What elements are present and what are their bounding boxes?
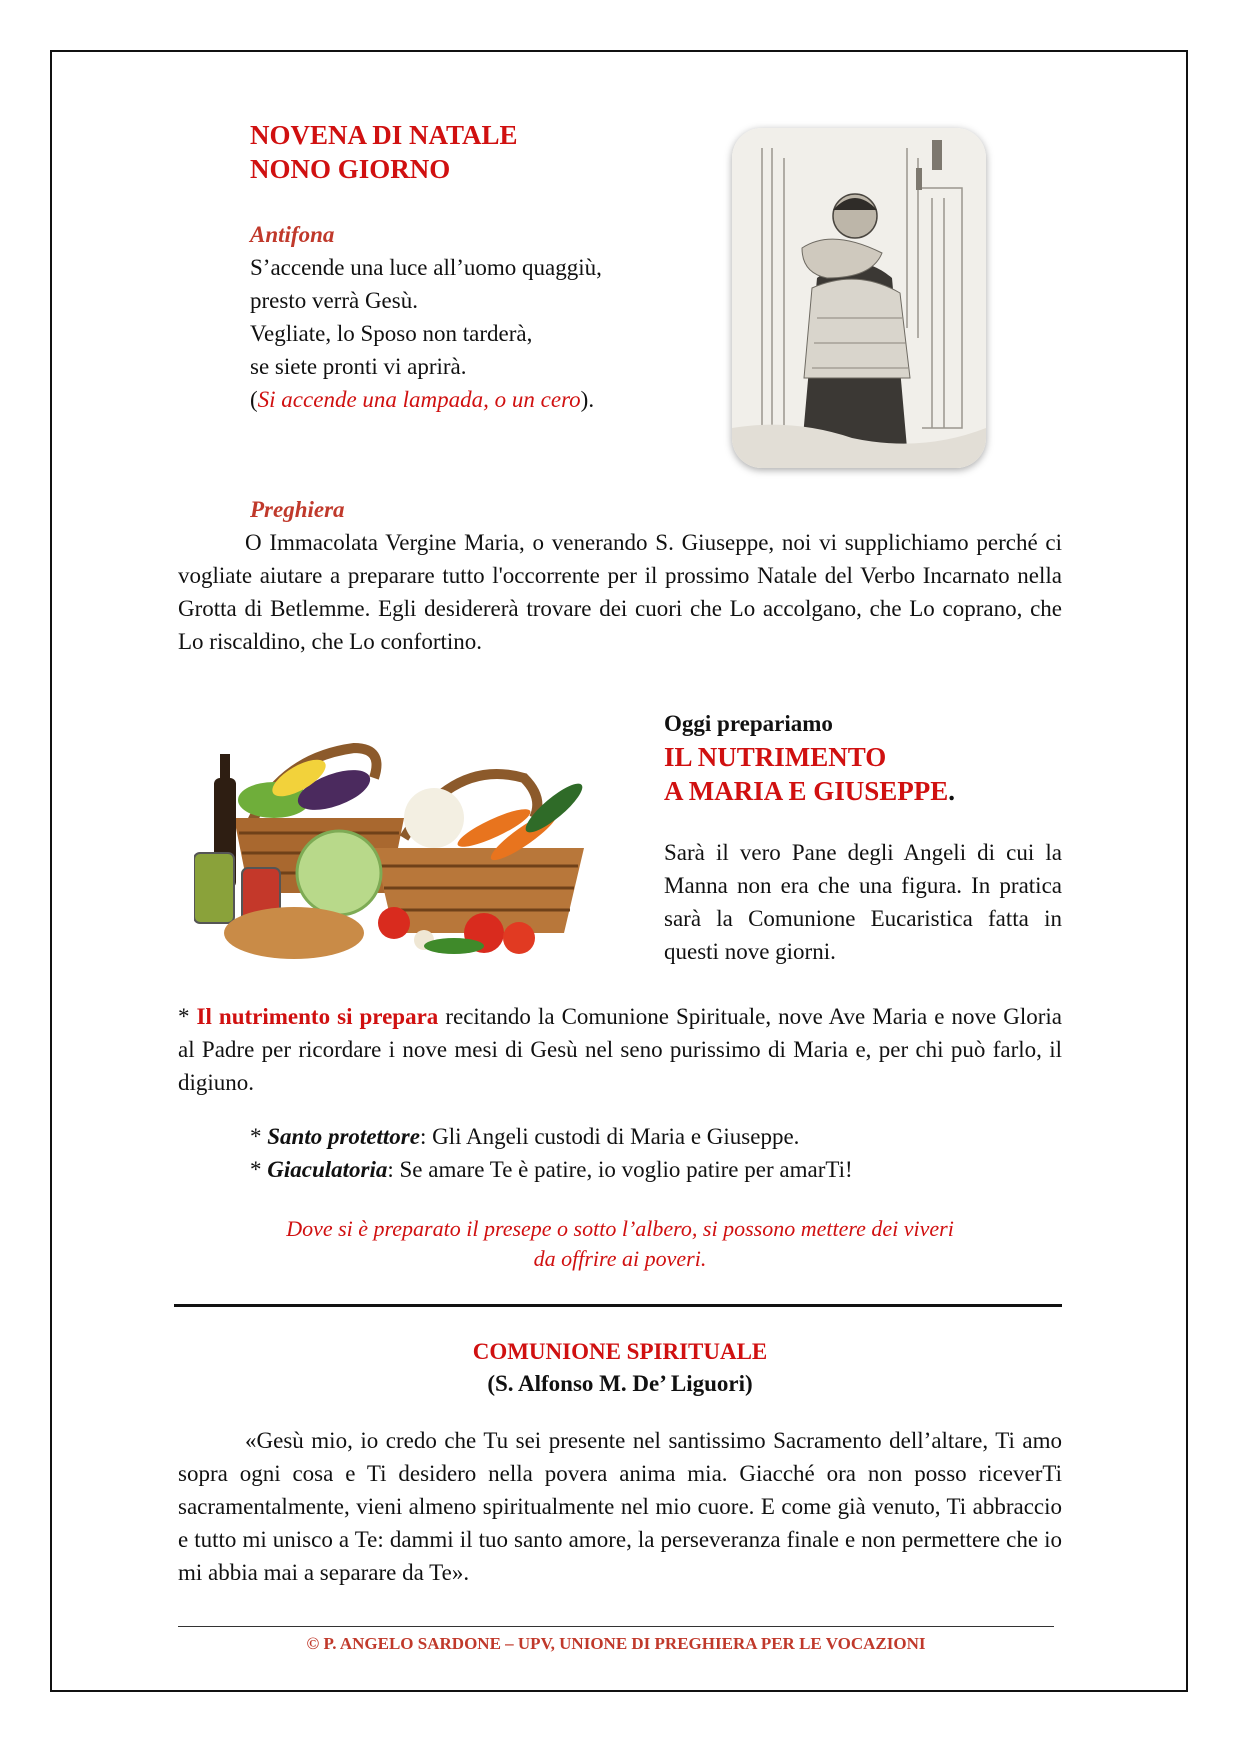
antifona-line: S’accende una luce all’uomo quaggiù, bbox=[250, 255, 602, 280]
saint-portrait-image bbox=[732, 128, 986, 468]
footer-copyright: © P. ANGELO SARDONE – UPV, UNIONE DI PREGHIERA PER LE VOCAZIONI bbox=[306, 1634, 926, 1653]
nota-line-2: da offrire ai poveri. bbox=[533, 1246, 707, 1271]
devotions-list bbox=[250, 1120, 1062, 1186]
oggi-section bbox=[664, 708, 1062, 968]
antifona-line: presto verrà Gesù. bbox=[250, 288, 418, 313]
antifona-line: Vegliate, lo Sposo non tarderà, bbox=[250, 321, 533, 346]
nutrimento-highlight: Il nutrimento si prepara bbox=[196, 1004, 439, 1029]
title-line-2: NONO GIORNO bbox=[250, 154, 451, 184]
antifona-line: se siete pronti vi aprirà. bbox=[250, 354, 467, 379]
preghiera-section bbox=[178, 494, 1062, 658]
protettore-line: * Santo protettore: Gli Angeli custodi di Maria e Giuseppe. bbox=[250, 1124, 800, 1149]
nota-line-1: Dove si è preparato il presepe o sotto l’albero, si possono mettere dei viveri bbox=[286, 1216, 954, 1241]
antifona-label: Antifona bbox=[250, 222, 335, 247]
comunione-text: «Gesù mio, io credo che Tu sei presente nel santissimo Sacramento dell’altare, Ti amo sopra ogni cosa e Ti desidero nella povera anima mia. Giacché ora non posso riceverTi sacramentalmente, vieni almeno spiritualmente nel mio cuore. E come già venuto, Ti abbraccio e tutto mi unisco a Te: dammi il tuo santo amore, la perseveranza finale e non permettere che io mi abbia mai a separare da Te». bbox=[178, 1428, 1062, 1585]
comunione-subtitle: (S. Alfonso M. De’ Liguori) bbox=[487, 1371, 753, 1396]
oggi-heading bbox=[664, 740, 1062, 808]
preghiera-label: Preghiera bbox=[250, 497, 345, 522]
nota-italic bbox=[178, 1214, 1062, 1274]
page-title bbox=[250, 118, 518, 186]
section-divider bbox=[174, 1304, 1062, 1307]
antifona-text bbox=[250, 251, 710, 416]
oggi-text: Sarà il vero Pane degli Angeli di cui la Manna non era che una figura. In pratica sarà la Comunione Eucaristica fatta in questi nove giorni. bbox=[664, 840, 1062, 964]
preghiera-text: O Immacolata Vergine Maria, o venerando S. Giuseppe, noi vi supplichiamo perché ci vogliate aiutare a preparare tutto l'occorrente per il prossimo Natale del Verbo Incarnato nella Grotta di Betlemme. Egli desidererà trovare dei cuori che Lo accolgano, che Lo coprano, che Lo riscaldino, che Lo confortino. bbox=[178, 530, 1062, 654]
antifona-rubric-line: (Si accende una lampada, o un cero). bbox=[250, 387, 595, 412]
antifona-rubric: Si accende una lampada, o un cero bbox=[257, 387, 581, 412]
food-basket-icon bbox=[194, 718, 624, 968]
oggi-intro: Oggi prepariamo bbox=[664, 711, 833, 736]
nutrimento-paragraph: * Il nutrimento si prepara recitando la Comunione Spirituale, nove Ave Maria e nove Gloria al Padre per ricordare i nove mesi di Gesù nel seno purissimo di Maria e, per chi può farlo, il digiuno. bbox=[178, 1004, 1062, 1095]
giaculatoria-label: Giaculatoria bbox=[267, 1157, 388, 1182]
comunione-header bbox=[178, 1336, 1062, 1400]
title-line-1: NOVENA DI NATALE bbox=[250, 120, 518, 150]
food-basket-image bbox=[194, 718, 624, 968]
saint-sketch-icon bbox=[732, 128, 986, 468]
giaculatoria-line: * Giaculatoria: Se amare Te è patire, io voglio patire per amarTi! bbox=[250, 1157, 853, 1182]
protettore-label: Santo protettore bbox=[267, 1124, 420, 1149]
footer-rule bbox=[178, 1626, 1054, 1627]
oggi-heading-line-2: A MARIA E GIUSEPPE. bbox=[664, 776, 956, 806]
comunione-title: COMUNIONE SPIRITUALE bbox=[472, 1339, 768, 1364]
antifona-section bbox=[250, 218, 710, 416]
oggi-heading-line-1: IL NUTRIMENTO bbox=[664, 742, 887, 772]
